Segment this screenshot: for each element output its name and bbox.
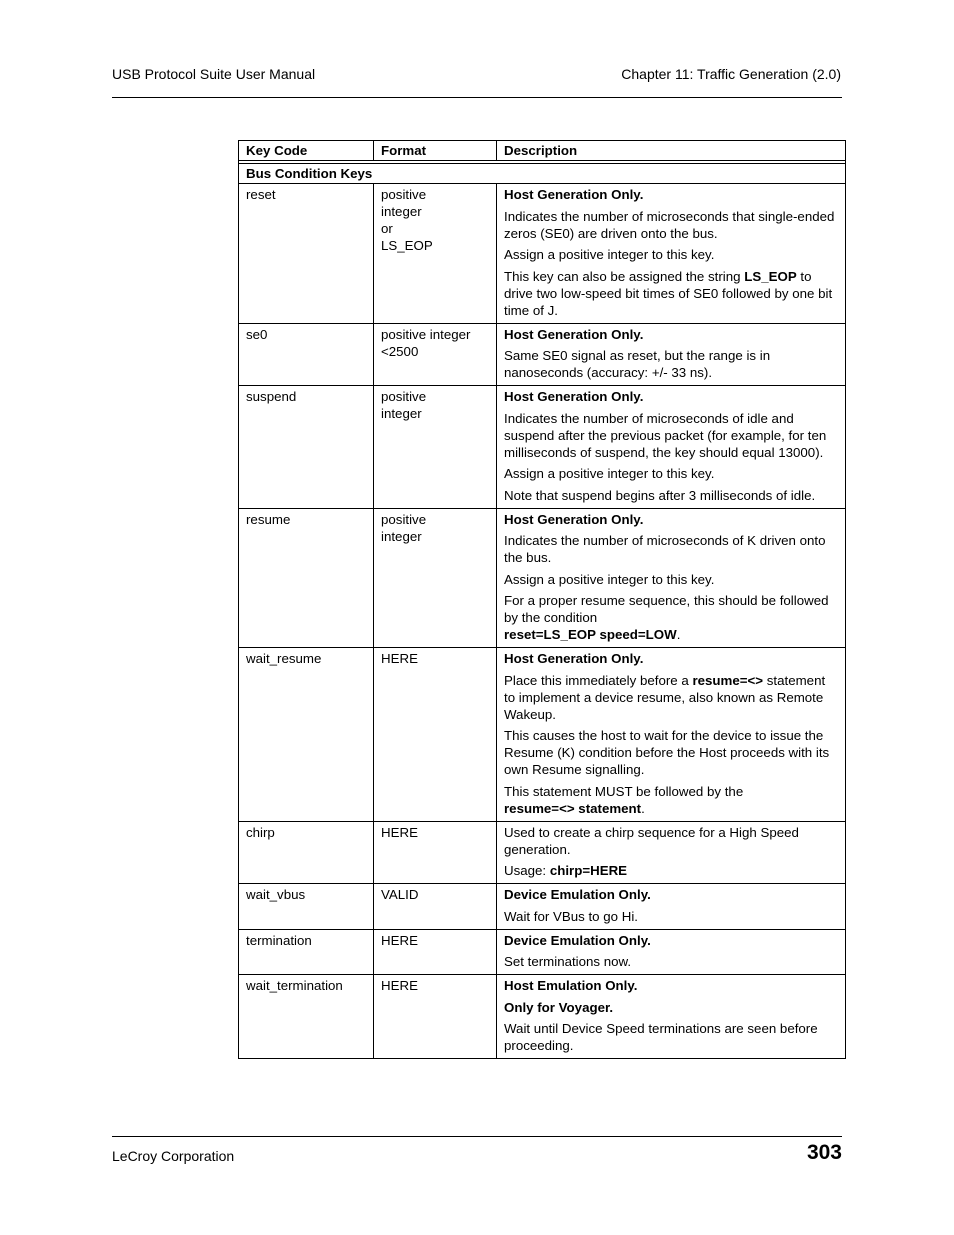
description-text: This statement MUST be followed by the [504, 783, 744, 799]
description-text: This key can also be assigned the string [504, 268, 745, 284]
format-cell [374, 821, 497, 884]
description-text: statement to implement a device resume, also known as Remote Wakeup. [504, 672, 826, 722]
table-row [239, 929, 846, 975]
description-paragraph [504, 953, 838, 970]
description-text: For a proper resume sequence, this should be followed by the condition [504, 593, 829, 625]
description-paragraph [504, 886, 838, 903]
description-paragraph [504, 208, 838, 242]
description-paragraph [504, 727, 838, 778]
key-code-cell: wait_termination [239, 975, 374, 1059]
description-text: Indicates the number of microseconds of K driven onto the bus. [504, 533, 826, 565]
format-line: integer [381, 204, 422, 219]
description-text: . [641, 800, 645, 816]
format-cell [374, 975, 497, 1059]
description-emphasis: Host Generation Only. [504, 511, 644, 527]
description-emphasis: LS_EOP [744, 268, 797, 284]
description-cell [497, 821, 846, 884]
description-emphasis: Host Generation Only. [504, 389, 644, 404]
description-text: to drive two low-speed bit times of SE0 followed by one bit time of J. [504, 268, 833, 318]
running-header-title: USB Protocol Suite User Manual [112, 66, 316, 82]
description-paragraph [504, 908, 838, 925]
description-paragraph [504, 999, 838, 1016]
description-text: Assign a positive integer to this key. [504, 571, 715, 587]
column-header-description: Description [497, 141, 846, 161]
description-emphasis: chirp=HERE [549, 863, 628, 878]
format-cell [374, 323, 497, 386]
description-emphasis: resume=<> [692, 672, 764, 688]
table-row [239, 386, 846, 509]
description-cell [497, 386, 846, 509]
format-line: HERE [381, 824, 418, 840]
description-text: Set terminations now. [504, 954, 632, 969]
description-cell [497, 648, 846, 822]
description-text: Indicates the number of microseconds that single-ended zeros (SE0) are driven onto the bus. [504, 208, 835, 241]
description-paragraph [504, 186, 838, 203]
format-cell [374, 648, 497, 822]
description-paragraph [504, 571, 838, 588]
format-line: HERE [381, 932, 418, 948]
description-text: Wait for VBus to go Hi. [504, 908, 639, 924]
table-row [239, 184, 846, 324]
description-text: Same SE0 signal as reset, but the range is in nanoseconds (accuracy: +/- 33 ns). [504, 348, 771, 380]
format-line: or [381, 221, 393, 236]
description-paragraph [504, 465, 838, 482]
footer-company: LeCroy Corporation [112, 1148, 235, 1164]
description-text: Place this immediately before a [504, 672, 693, 688]
format-cell [374, 508, 497, 648]
key-code-cell: wait_resume [239, 648, 374, 822]
format-line: <2500 [381, 343, 419, 359]
description-emphasis: Device Emulation Only. [504, 887, 651, 902]
description-emphasis: Only for Voyager. [504, 999, 614, 1015]
description-cell [497, 508, 846, 648]
description-emphasis: Device Emulation Only. [504, 932, 651, 948]
format-line: positive integer [381, 326, 471, 342]
description-paragraph [504, 326, 838, 343]
format-line: positive [381, 389, 427, 404]
description-cell [497, 323, 846, 386]
format-line: HERE [381, 978, 418, 993]
description-text: Assign a positive integer to this key. [504, 247, 715, 262]
table-row [239, 508, 846, 648]
format-cell [374, 386, 497, 509]
description-text: Note that suspend begins after 3 milliseconds of idle. [504, 487, 816, 503]
description-emphasis: Host Generation Only. [504, 187, 644, 202]
description-paragraph [504, 268, 838, 319]
key-code-cell: suspend [239, 386, 374, 509]
section-row [239, 164, 846, 184]
column-header-format: Format [374, 141, 497, 161]
description-paragraph [504, 410, 838, 461]
key-code-table [238, 140, 846, 1059]
description-paragraph [504, 511, 838, 528]
header-rule [112, 97, 842, 98]
page-number: 303 [806, 1141, 842, 1164]
description-paragraph [504, 932, 838, 949]
format-line: HERE [381, 651, 418, 666]
description-text: Wait until Device Speed terminations are seen before proceeding. [504, 1021, 818, 1053]
column-header-key-code: Key Code [239, 141, 374, 161]
format-line: positive [381, 511, 427, 527]
key-code-cell: reset [239, 184, 374, 324]
section-title: Bus Condition Keys [239, 164, 846, 184]
description-paragraph [504, 672, 838, 723]
description-text: . [676, 627, 681, 642]
description-paragraph [504, 592, 838, 643]
description-text: Indicates the number of microseconds of idle and suspend after the previous packet (for example, for ten milliseconds of suspend, the key should equal 13000). [504, 410, 827, 460]
format-line: LS_EOP [381, 238, 433, 253]
key-code-cell: termination [239, 929, 374, 975]
table-row [239, 323, 846, 386]
description-cell [497, 884, 846, 930]
description-paragraph [504, 532, 838, 566]
footer-rule [112, 1136, 842, 1137]
description-paragraph [504, 487, 838, 504]
description-text: Usage: [504, 863, 550, 878]
format-line: integer [381, 528, 422, 544]
description-cell [497, 975, 846, 1059]
key-code-cell: resume [239, 508, 374, 648]
format-cell [374, 184, 497, 324]
description-paragraph [504, 246, 838, 263]
key-code-cell: se0 [239, 323, 374, 386]
description-cell [497, 929, 846, 975]
description-text: Assign a positive integer to this key. [504, 466, 715, 481]
description-paragraph [504, 347, 838, 381]
table-row [239, 821, 846, 884]
format-line: positive [381, 187, 427, 202]
description-text: This causes the host to wait for the device to issue the Resume (K) condition before the Host proceeds with its own Resume signalling. [504, 728, 830, 777]
description-paragraph [504, 977, 838, 994]
format-cell [374, 884, 497, 930]
description-emphasis: Host Generation Only. [504, 651, 644, 666]
description-cell [497, 184, 846, 324]
description-paragraph [504, 824, 838, 858]
table-header-row [239, 141, 846, 161]
description-paragraph [504, 388, 838, 405]
table-row [239, 975, 846, 1059]
format-line: VALID [381, 887, 419, 902]
description-text: Used to create a chirp sequence for a High Speed generation. [504, 824, 799, 857]
description-emphasis: Host Generation Only. [504, 326, 644, 342]
table-row [239, 884, 846, 930]
format-cell [374, 929, 497, 975]
description-paragraph [504, 783, 838, 817]
description-emphasis: Host Emulation Only. [504, 978, 638, 993]
description-emphasis: resume=<> statement [504, 800, 642, 816]
running-header-chapter: Chapter 11: Traffic Generation (2.0) [621, 66, 841, 82]
description-paragraph [504, 650, 838, 667]
key-code-cell: wait_vbus [239, 884, 374, 930]
key-code-cell: chirp [239, 821, 374, 884]
description-paragraph [504, 862, 838, 879]
description-paragraph [504, 1020, 838, 1054]
format-line: integer [381, 406, 422, 421]
description-emphasis: reset=LS_EOP speed=LOW [504, 627, 677, 642]
table-row [239, 648, 846, 822]
